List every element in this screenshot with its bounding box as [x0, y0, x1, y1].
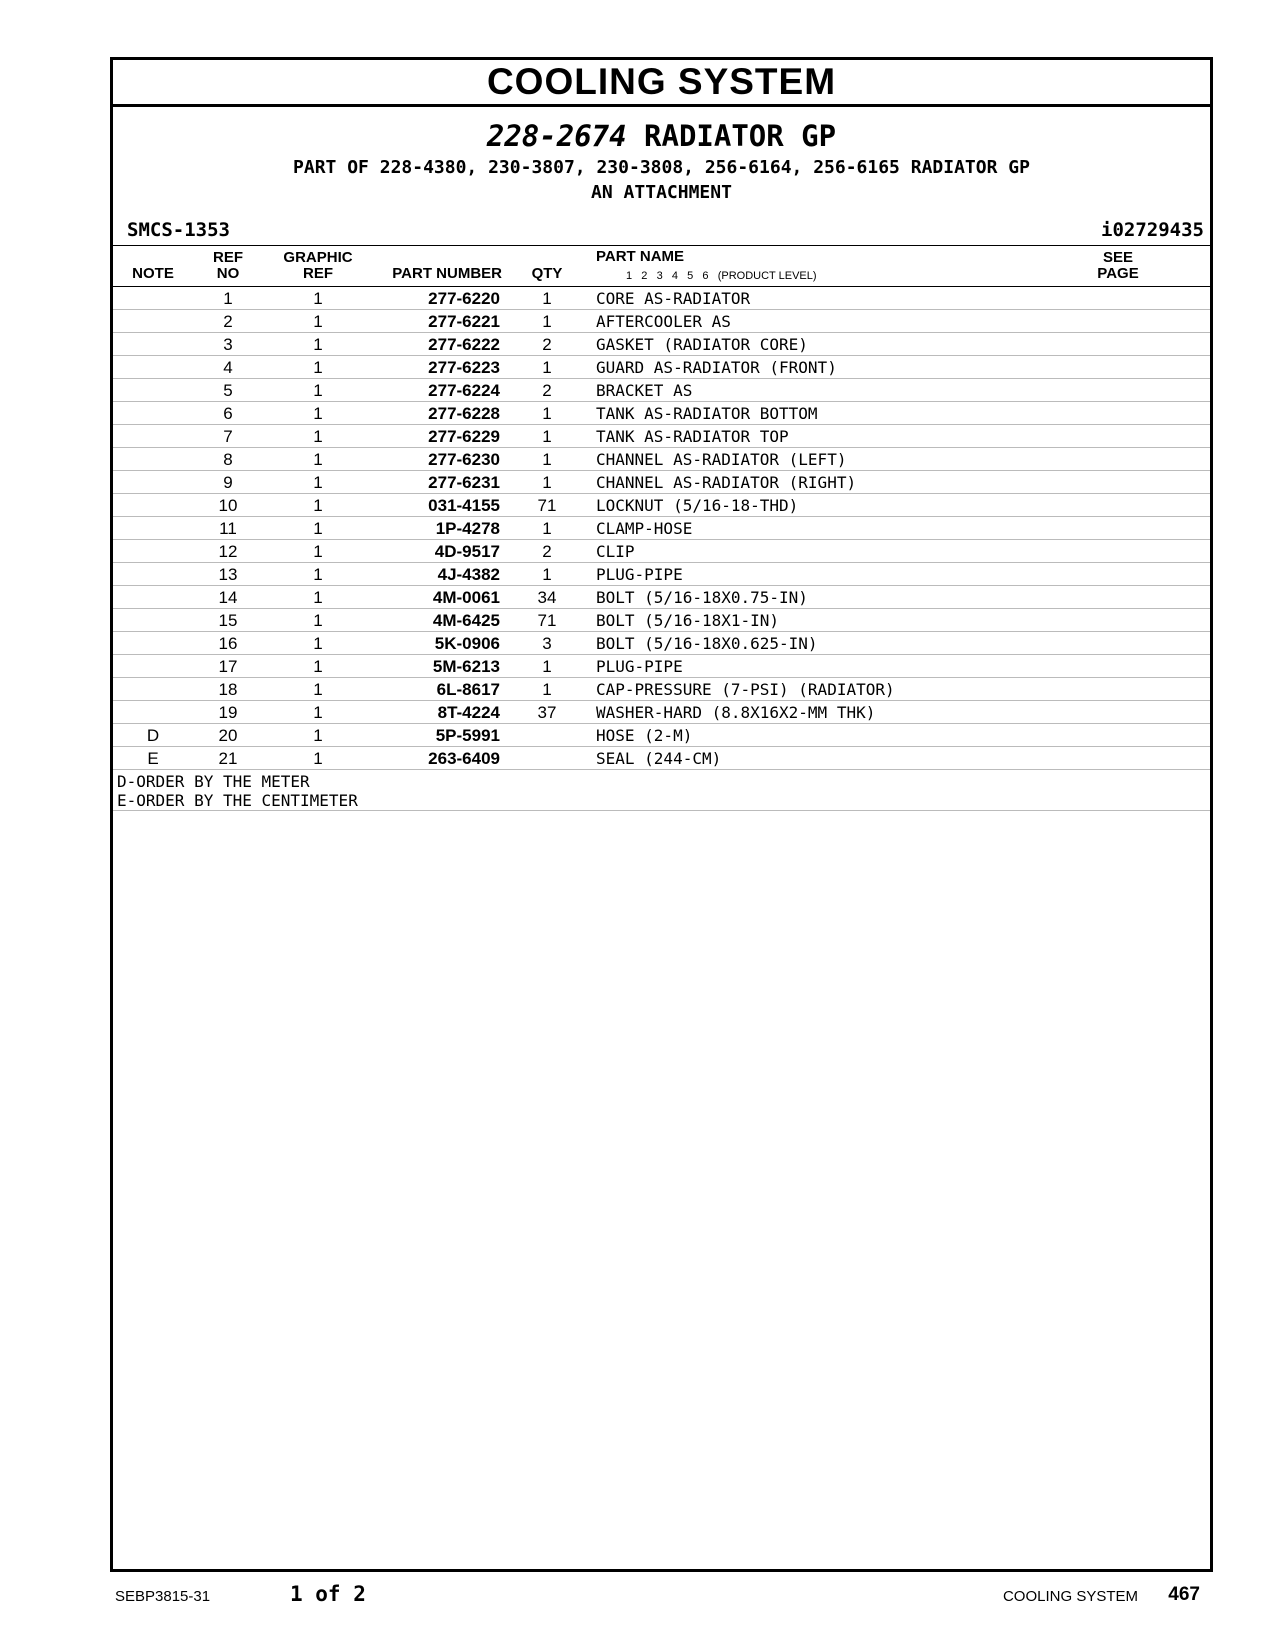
smcs-code: SMCS-1353	[127, 219, 230, 241]
qty-cell: 2	[542, 542, 552, 561]
part-name-cell: BRACKET AS	[596, 381, 693, 400]
part-name-cell: HOSE (2-M)	[596, 726, 693, 745]
part-name-cell: GASKET (RADIATOR CORE)	[596, 335, 808, 354]
part-number-cell: 277-6230	[428, 450, 500, 469]
table-row	[113, 540, 1210, 563]
part-number-cell: 5K-0906	[434, 634, 500, 653]
smcs-row	[113, 215, 1210, 246]
graphic-ref-cell: 1	[313, 565, 323, 584]
section-title: COOLING SYSTEM	[486, 61, 837, 102]
part-name-cell: BOLT (5/16-18X0.75-IN)	[596, 588, 808, 607]
graphic-ref-cell: 1	[313, 496, 323, 515]
qty-cell: 2	[542, 335, 552, 354]
qty-cell: 37	[537, 703, 557, 722]
product-levels: 1 2 3 4 5 6 (PRODUCT LEVEL)	[626, 270, 817, 282]
table-row	[113, 563, 1210, 586]
col-ref-no-line1: REF	[213, 249, 243, 266]
part-number-cell: 5M-6213	[432, 657, 500, 676]
col-ref-no-line2: NO	[216, 265, 240, 282]
part-number-cell: 277-6223	[428, 358, 500, 377]
table-row	[113, 609, 1210, 632]
ref-no-cell: 3	[223, 335, 233, 354]
part-number-cell: 6L-8617	[436, 680, 500, 699]
graphic-ref-cell: 1	[313, 657, 323, 676]
attachment-line: AN ATTACHMENT	[591, 182, 732, 203]
part-number-cell: 031-4155	[428, 496, 500, 515]
page-frame	[110, 57, 1213, 1572]
group-name: RADIATOR GP	[644, 119, 837, 153]
table-row	[113, 747, 1210, 770]
note-cell: D	[146, 726, 160, 745]
graphic-ref-cell: 1	[313, 680, 323, 699]
ref-no-cell: 16	[218, 634, 238, 653]
qty-cell: 1	[542, 404, 552, 423]
footer-page-of: 1 of 2	[290, 1582, 366, 1606]
part-number-cell: 4M-0061	[432, 588, 500, 607]
note-e: E-ORDER BY THE CENTIMETER	[117, 791, 358, 810]
graphic-ref-cell: 1	[313, 542, 323, 561]
col-part-name: PART NAME	[596, 248, 685, 265]
part-number-cell: 5P-5991	[435, 726, 500, 745]
part-name-cell: AFTERCOOLER AS	[596, 312, 731, 331]
part-name-cell: LOCKNUT (5/16-18-THD)	[596, 496, 799, 515]
col-see-page	[1088, 250, 1148, 282]
part-name-cell: CAP-PRESSURE (7-PSI) (RADIATOR)	[596, 680, 895, 699]
col-graphic-ref-line2: REF	[303, 265, 333, 282]
graphic-ref-cell: 1	[313, 749, 323, 768]
graphic-ref-cell: 1	[313, 358, 323, 377]
qty-cell: 1	[542, 680, 552, 699]
note-d: D-ORDER BY THE METER	[117, 772, 310, 791]
graphic-ref-cell: 1	[313, 312, 323, 331]
table-row	[113, 471, 1210, 494]
col-part-number: PART NUMBER	[392, 265, 502, 282]
ref-no-cell: 10	[218, 496, 238, 515]
part-name-cell: PLUG-PIPE	[596, 565, 683, 584]
part-name-cell: GUARD AS-RADIATOR (FRONT)	[596, 358, 837, 377]
part-number-cell: 277-6231	[428, 473, 500, 492]
ref-no-cell: 15	[218, 611, 238, 630]
qty-cell: 1	[542, 358, 552, 377]
table-header	[113, 246, 1210, 287]
table-row	[113, 287, 1210, 310]
part-name-cell: TANK AS-RADIATOR BOTTOM	[596, 404, 818, 423]
graphic-ref-cell: 1	[313, 726, 323, 745]
part-number-cell: 4J-4382	[437, 565, 500, 584]
table-row	[113, 724, 1210, 747]
part-name-cell: PLUG-PIPE	[596, 657, 683, 676]
part-name-cell: CHANNEL AS-RADIATOR (RIGHT)	[596, 473, 857, 492]
graphic-ref-cell: 1	[313, 634, 323, 653]
graphic-ref-cell: 1	[313, 404, 323, 423]
col-note: NOTE	[132, 265, 174, 282]
graphic-ref-cell: 1	[313, 450, 323, 469]
table-row	[113, 655, 1210, 678]
ref-no-cell: 18	[218, 680, 238, 699]
ref-no-cell: 21	[218, 749, 238, 768]
table-row	[113, 448, 1210, 471]
table-row	[113, 379, 1210, 402]
ref-no-cell: 1	[223, 289, 233, 308]
part-number-cell: 277-6222	[428, 335, 500, 354]
qty-cell: 1	[542, 565, 552, 584]
table-row	[113, 425, 1210, 448]
table-row	[113, 402, 1210, 425]
col-graphic-ref-line1: GRAPHIC	[283, 249, 353, 266]
table-row	[113, 356, 1210, 379]
part-name-cell: TANK AS-RADIATOR TOP	[596, 427, 789, 446]
part-name-cell: CHANNEL AS-RADIATOR (LEFT)	[596, 450, 847, 469]
graphic-ref-cell: 1	[313, 381, 323, 400]
ref-no-cell: 9	[223, 473, 233, 492]
part-of-line: PART OF 228-4380, 230-3807, 230-3808, 256-6164, 256-6165 RADIATOR GP	[293, 157, 1030, 178]
part-number-cell: 263-6409	[428, 749, 500, 768]
qty-cell: 2	[542, 381, 552, 400]
part-name-cell: BOLT (5/16-18X1-IN)	[596, 611, 780, 630]
ref-no-cell: 13	[218, 565, 238, 584]
qty-cell: 34	[537, 588, 557, 607]
graphic-ref-cell: 1	[313, 611, 323, 630]
part-name-cell: WASHER-HARD (8.8X16X2-MM THK)	[596, 703, 876, 722]
notes-block	[113, 770, 1210, 811]
part-number-cell: 277-6228	[428, 404, 500, 423]
note-cell: E	[147, 749, 159, 768]
qty-cell: 1	[542, 473, 552, 492]
ref-no-cell: 7	[223, 427, 233, 446]
table-row	[113, 333, 1210, 356]
col-graphic-ref	[278, 250, 358, 282]
qty-cell: 3	[542, 634, 552, 653]
qty-cell: 1	[542, 450, 552, 469]
part-number-cell: 277-6220	[428, 289, 500, 308]
table-row	[113, 678, 1210, 701]
graphic-ref-cell: 1	[313, 703, 323, 722]
qty-cell: 1	[542, 427, 552, 446]
part-number-cell: 4D-9517	[434, 542, 500, 561]
ref-no-cell: 14	[218, 588, 238, 607]
part-number-cell: 4M-6425	[432, 611, 500, 630]
ref-no-cell: 20	[218, 726, 238, 745]
part-name-cell: SEAL (244-CM)	[596, 749, 722, 768]
ref-no-cell: 4	[223, 358, 233, 377]
part-name-cell: CLAMP-HOSE	[596, 519, 693, 538]
part-number-cell: 277-6221	[428, 312, 500, 331]
ref-no-cell: 11	[219, 519, 237, 538]
qty-cell: 1	[542, 289, 552, 308]
ref-no-cell: 19	[218, 703, 238, 722]
table-row	[113, 310, 1210, 333]
graphic-ref-cell: 1	[313, 588, 323, 607]
graphic-ref-cell: 1	[313, 427, 323, 446]
qty-cell: 1	[542, 312, 552, 331]
ref-no-cell: 6	[223, 404, 233, 423]
footer-doc-number: SEBP3815-31	[115, 1588, 211, 1605]
group-number: 228-2674	[486, 119, 627, 153]
table-row	[113, 632, 1210, 655]
footer-page-number: 467	[1168, 1584, 1200, 1605]
qty-cell: 1	[542, 657, 552, 676]
part-number-cell: 277-6229	[428, 427, 500, 446]
graphic-ref-cell: 1	[313, 335, 323, 354]
page-footer	[115, 1578, 1208, 1608]
graphic-ref-cell: 1	[313, 473, 323, 492]
table-row	[113, 586, 1210, 609]
ref-no-cell: 17	[218, 657, 238, 676]
table-row	[113, 517, 1210, 540]
ref-no-cell: 5	[223, 381, 233, 400]
part-name-cell: CLIP	[596, 542, 635, 561]
col-qty: QTY	[531, 265, 563, 282]
document-id: i02729435	[1101, 219, 1204, 241]
section-title-band	[113, 60, 1210, 107]
graphic-ref-cell: 1	[313, 519, 323, 538]
part-name-cell: BOLT (5/16-18X0.625-IN)	[596, 634, 818, 653]
table-row	[113, 494, 1210, 517]
part-number-cell: 8T-4224	[437, 703, 500, 722]
qty-cell: 71	[537, 611, 557, 630]
part-name-cell: CORE AS-RADIATOR	[596, 289, 751, 308]
table-row	[113, 701, 1210, 724]
ref-no-cell: 8	[223, 450, 233, 469]
ref-no-cell: 2	[223, 312, 233, 331]
qty-cell: 1	[542, 519, 552, 538]
col-see-page-line1: SEE	[1102, 249, 1133, 266]
group-title	[113, 119, 1210, 153]
col-see-page-line2: PAGE	[1097, 265, 1139, 282]
qty-cell: 71	[537, 496, 557, 515]
part-number-cell: 277-6224	[428, 381, 500, 400]
part-number-cell: 1P-4278	[435, 519, 500, 538]
footer-section: COOLING SYSTEM	[1002, 1588, 1138, 1605]
parts-table-body	[113, 287, 1210, 770]
col-ref-no	[208, 250, 248, 282]
ref-no-cell: 12	[218, 542, 238, 561]
graphic-ref-cell: 1	[313, 289, 323, 308]
